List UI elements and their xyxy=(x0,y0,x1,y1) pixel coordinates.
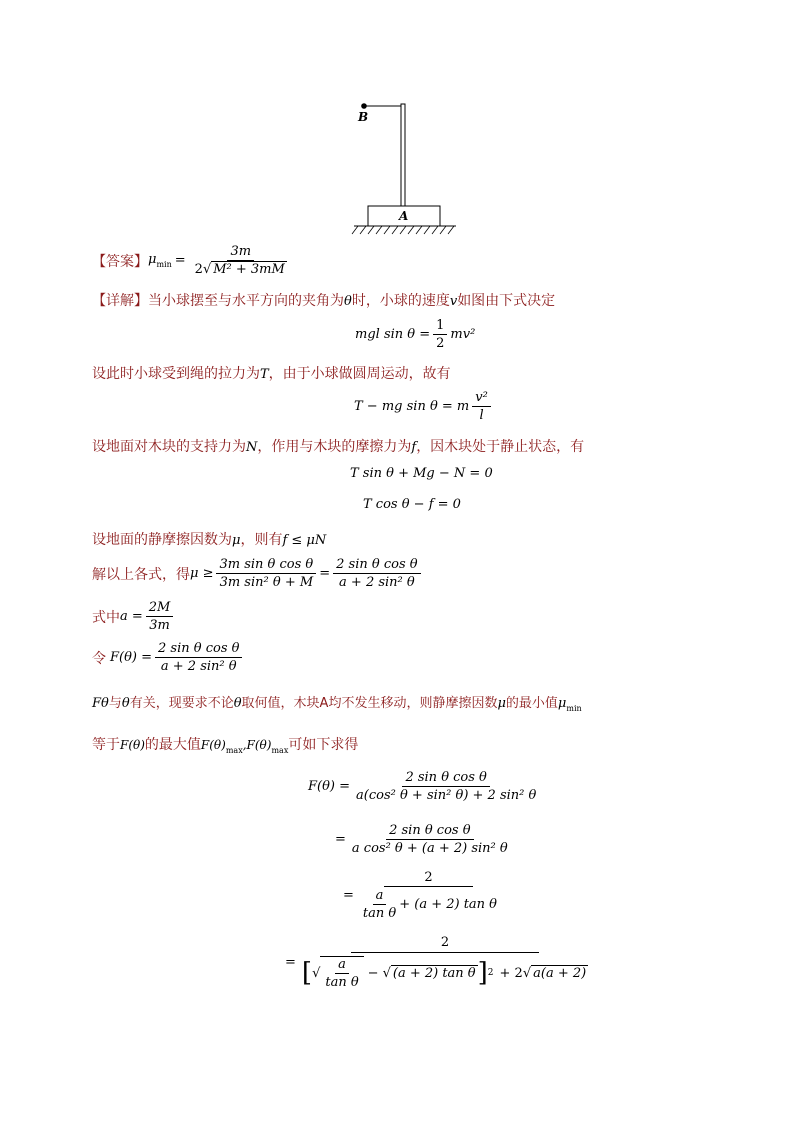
label-b: B xyxy=(358,110,369,124)
vertical-post xyxy=(401,104,405,206)
answer-fraction: $\frac{3m}{\text{2√ M² + 3mM}}$ xyxy=(194,244,285,277)
equation-horizontal: T cos θ − f = 0 xyxy=(363,497,461,512)
text-maximum: 等于F(θ)的最大值$F(\theta)_{max},F(\theta)_{max}$可如下求得 xyxy=(92,737,359,755)
equals: = xyxy=(174,253,186,268)
text-support: 设地面对木块的支持力为N，作用与木块的摩擦力为f，因木块处于静止状态，有 xyxy=(92,439,585,455)
text-condition: Fθ与θ有关，现要求不论θ取何值，木块A均不发生移动，则静摩擦因数μ的最小值$\mu_{min}$ xyxy=(92,696,582,713)
equation-circular: T − mg sin θ = m $\frac{\text{v²}}{l}$ xyxy=(354,390,494,423)
equation-energy: mgl sin θ = $\frac{1}{2}$ mv² xyxy=(355,318,476,351)
derivation-step-1: F(θ) = $\frac{\text{2 sin θ cos θ}}{\text{a(cos² θ + sin² θ) + 2 sin² θ}}$ xyxy=(308,770,537,803)
answer-tag: 【答案】 xyxy=(92,253,148,270)
text-define-f: 令 F(θ) = $\frac{\text{2 sin θ cos θ}}{\text{a + 2 sin² θ}}$ xyxy=(92,641,245,674)
mu-min: $\mu_{min}$ xyxy=(148,252,172,269)
answer-line xyxy=(92,244,293,277)
derivation-step-2: = $\frac{\text{2 sin θ cos θ}}{\text{a cos² θ + (a + 2) sin² θ}}$ xyxy=(335,823,508,856)
text-solve: 解以上各式，得 μ ≥ $\frac{\text{3m sin θ cos θ}}{\text{3m sin² θ + M}}$ = $\frac{\text{2 sin θ cos θ}}{\text{a + 2 sin² θ}}$ xyxy=(92,557,424,590)
text-friction-coef: 设地面的静摩擦因数为μ，则有f ≤ μN xyxy=(92,532,327,548)
text-define-a: 式中 a = $\frac{2M}{3m}$ xyxy=(92,600,176,633)
text-tension: 设此时小球受到绳的拉力为T，由于小球做圆周运动，故有 xyxy=(92,366,451,382)
equation-vertical: T sin θ + Mg − N = 0 xyxy=(350,466,493,481)
ground-hatching xyxy=(352,226,454,234)
label-a: A xyxy=(399,209,409,223)
derivation-step-3: = 2 $\frac{a}{\text{tan θ}}$ + (a + 2) tan θ xyxy=(343,870,498,921)
detail-line: 【详解】当小球摆至与水平方向的夹角为θ时，小球的速度v如图由下式决定 xyxy=(92,293,556,309)
derivation-step-4: = 2 [ √ $\frac{a}{\text{tan θ}}$ − √ (a + 2) tan θ ] 2 + 2 √ a(a + 2) xyxy=(285,935,587,990)
